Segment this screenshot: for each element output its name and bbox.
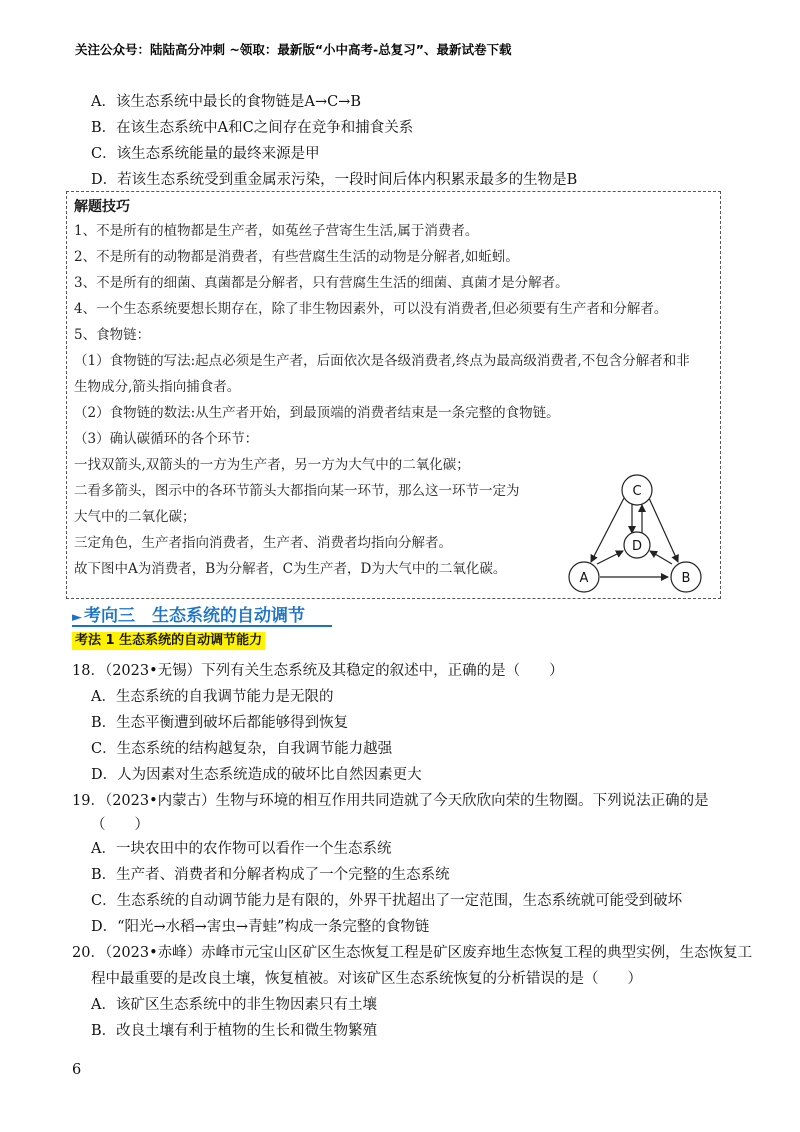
tip-line-4: 4、一个生态系统要想长期存在，除了非生物因素外，可以没有消费者,但必须要有生产者和分解者。 xyxy=(74,301,668,317)
question-20-option-a: A．该矿区生态系统中的非生物因素只有土壤 xyxy=(91,997,377,1013)
tip-line-3: 3、不是所有的细菌、真菌都是分解者，只有营腐生生活的细菌、真菌才是分解者。 xyxy=(74,275,569,291)
section-title: 考向三 生态系统的自动调节 xyxy=(84,606,305,626)
question-19-option-a: A．一块农田中的农作物可以看作一个生态系统 xyxy=(91,841,392,857)
tip-line-5: 5、食物链： xyxy=(74,327,151,343)
tip-line-12: 大气中的二氧化碳； xyxy=(74,509,196,525)
question-18-stem: 18．（2023•无锡）下列有关生态系统及其稳定的叙述中，正确的是（ ） xyxy=(72,663,564,679)
node-d xyxy=(624,532,650,558)
node-a-label: A xyxy=(579,571,589,586)
tip-line-6: （1）食物链的写法:起点必须是生产者，后面依次是各级消费者,终点为最高级消费者,不包含分解者和非 xyxy=(74,353,690,369)
section-arrow-icon: ► xyxy=(72,610,82,625)
node-b-label: B xyxy=(681,571,691,586)
question-19-option-c: C．生态系统的自动调节能力是有限的，外界干扰超出了一定范围，生态系统就可能受到破坏 xyxy=(91,893,683,909)
question-18-option-b: B．生态平衡遭到破坏后都能够得到恢复 xyxy=(91,715,349,731)
arrow-a-to-d xyxy=(597,551,623,564)
section-heading xyxy=(72,601,332,627)
question-19-option-b: B．生产者、消费者和分解者构成了一个完整的生态系统 xyxy=(91,867,450,883)
question-19-stem: 19．（2023•内蒙古）生物与环境的相互作用共同造就了今天欣欣向荣的生物圈。下列说法正确的是 xyxy=(72,793,709,809)
page-header: 关注公众号：陆陆高分冲刺 ~领取：最新版“小中高考-总复习”、最新试卷下载 xyxy=(75,42,512,57)
carbon-cycle-diagram xyxy=(560,464,710,596)
node-a xyxy=(569,562,599,592)
tip-line-14: 故下图中A为消费者，B为分解者，C为生产者，D为大气中的二氧化碳。 xyxy=(74,561,507,577)
tip-line-10: 一找双箭头,双箭头的一方为生产者，另一方为大气中的二氧化碳； xyxy=(74,457,470,473)
page-number: 6 xyxy=(72,1062,82,1078)
prev-option-d: D．若该生态系统受到重金属汞污染，一段时间后体内积累汞最多的生物是B xyxy=(91,172,578,188)
prev-option-a: A．该生态系统中最长的食物链是A→C→B xyxy=(91,94,361,110)
tip-line-8: （2）食物链的数法:从生产者开始，到最顶端的消费者结束是一条完整的食物链。 xyxy=(74,405,560,421)
prev-option-b: B．在该生态系统中A和C之间存在竞争和捕食关系 xyxy=(91,120,414,136)
question-19-stem-cont: （ ） xyxy=(91,817,149,833)
tip-line-11: 二看多箭头，图示中的各环节箭头大都指向某一环节，那么这一环节一定为 xyxy=(74,483,520,499)
node-c xyxy=(622,475,652,505)
tip-line-1: 1、不是所有的植物都是生产者，如菟丝子营寄生生活,属于消费者。 xyxy=(74,223,479,239)
question-18-option-c: C．生态系统的结构越复杂，自我调节能力越强 xyxy=(91,741,393,757)
prev-option-c: C．该生态系统能量的最终来源是甲 xyxy=(91,146,320,162)
tip-line-9: （3）确认碳循环的各个环节： xyxy=(74,431,259,447)
kaofa-label: 考法 1 生态系统的自动调节能力 xyxy=(72,632,265,650)
arrow-b-to-d xyxy=(650,551,672,564)
question-19-option-d: D．“阳光→水稻→害虫→青蛙”构成一条完整的食物链 xyxy=(91,919,430,935)
tip-line-2: 2、不是所有的动物都是消费者，有些营腐生生活的动物是分解者,如蚯蚓。 xyxy=(74,249,519,265)
question-18-option-a: A．生态系统的自我调节能力是无限的 xyxy=(91,689,334,705)
node-b xyxy=(671,562,701,592)
tip-line-7: 生物成分,箭头指向捕食者。 xyxy=(74,379,241,395)
tips-title: 解题技巧 xyxy=(74,199,130,215)
node-c-label: C xyxy=(632,484,642,499)
question-18-option-d: D．人为因素对生态系统造成的破坏比自然因素更大 xyxy=(91,767,422,783)
node-d-label: D xyxy=(631,539,643,554)
question-20-option-b: B．改良土壤有利于植物的生长和微生物繁殖 xyxy=(91,1023,378,1039)
tip-line-13: 三定角色，生产者指向消费者，生产者、消费者均指向分解者。 xyxy=(74,535,452,551)
question-20-stem-cont: 程中最重要的是改良土壤，恢复植被。对该矿区生态系统恢复的分析错误的是（ ） xyxy=(91,971,642,987)
question-20-stem: 20．（2023•赤峰）赤峰市元宝山区矿区生态恢复工程是矿区废弃地生态恢复工程的典型实例，生态恢复工 xyxy=(72,945,753,961)
